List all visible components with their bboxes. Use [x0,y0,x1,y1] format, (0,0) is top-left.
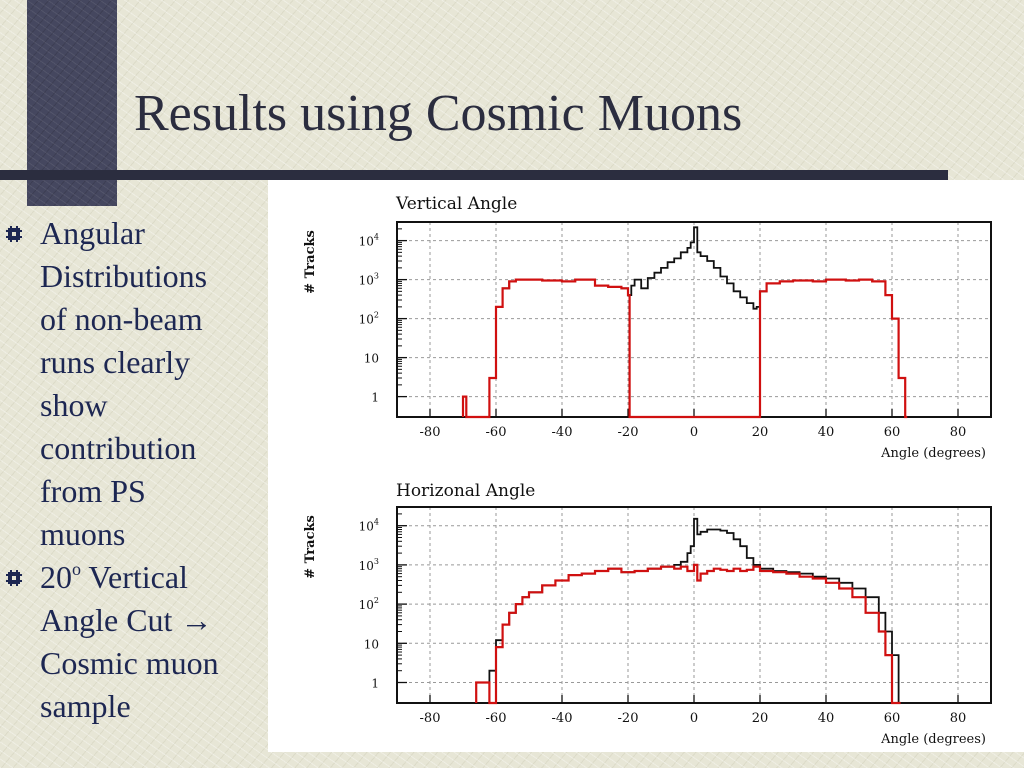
bullet-line: Distributions [40,258,208,294]
x-tick-label: 40 [817,425,835,440]
slide-title: Results using Cosmic Muons [134,85,743,142]
x-tick-label: 20 [751,711,769,726]
x-tick-label: -40 [551,425,573,440]
bullet-line: Angular [40,215,145,251]
y-tick-label: 1 [371,390,379,405]
bullet-line [40,556,268,599]
x-axis-label: Angle (degrees) [881,446,986,461]
bullet-list [0,212,268,728]
x-tick-label: -60 [485,425,507,440]
bullet-icon [5,569,23,587]
y-tick-label: 10 [363,351,379,366]
x-tick-label: -60 [485,711,507,726]
bullet-icon [5,225,23,243]
y-tick-label: $10^2$ [358,310,379,327]
bullet-line: muons [40,516,126,552]
y-tick-label: $10^3$ [358,556,379,573]
bullet-line: sample [40,688,131,724]
bullet-line: of non-beam [40,301,203,337]
histogram-panel-2 [303,481,991,747]
x-tick-label: 80 [949,711,967,726]
bullet-line: Cosmic muon [40,645,219,681]
chart-title: Horizonal Angle [396,481,536,501]
y-tick-label: $10^4$ [358,517,379,534]
bullet-line: show [40,387,108,423]
x-tick-label: -40 [551,711,573,726]
bullet-line: Angle Cut → [40,602,213,638]
x-tick-label: 80 [949,425,967,440]
chart-title: Vertical Angle [396,194,518,214]
x-tick-label: 0 [689,425,699,440]
x-tick-label: 20 [751,425,769,440]
y-tick-label: $10^2$ [358,596,379,613]
bullet-item-angular-distributions [0,212,268,556]
x-axis-label: Angle (degrees) [881,732,986,747]
y-tick-label: $10^3$ [358,271,379,288]
x-tick-label: -20 [617,711,639,726]
degree-value: 20 [40,559,72,595]
x-tick-label: 60 [883,711,901,726]
x-tick-label: 40 [817,711,835,726]
histogram-series-all-tracks [489,227,900,417]
degree-superscript: o [72,559,81,579]
x-tick-label: -80 [419,711,441,726]
x-tick-label: -20 [617,425,639,440]
histogram-figure [268,180,1024,752]
x-tick-label: 0 [689,711,699,726]
x-tick-label: 60 [883,425,901,440]
x-tick-label: -80 [419,425,441,440]
bullet-item-vertical-angle-cut [0,556,268,728]
bullet-line: contribution [40,430,197,466]
bullet-line: runs clearly [40,344,191,380]
histogram-panel-1 [303,194,991,461]
y-tick-label: 1 [371,676,379,691]
y-axis-label: # Tracks [303,230,318,294]
bullet-line-rest: Vertical [81,559,188,595]
histogram-canvas [268,180,1024,752]
bullet-line: from PS [40,473,146,509]
histogram-series-all-tracks [489,519,900,703]
title-underline-rule [0,170,948,180]
y-tick-label: $10^4$ [358,232,379,249]
y-axis-label: # Tracks [303,515,318,579]
y-tick-label: 10 [363,637,379,652]
